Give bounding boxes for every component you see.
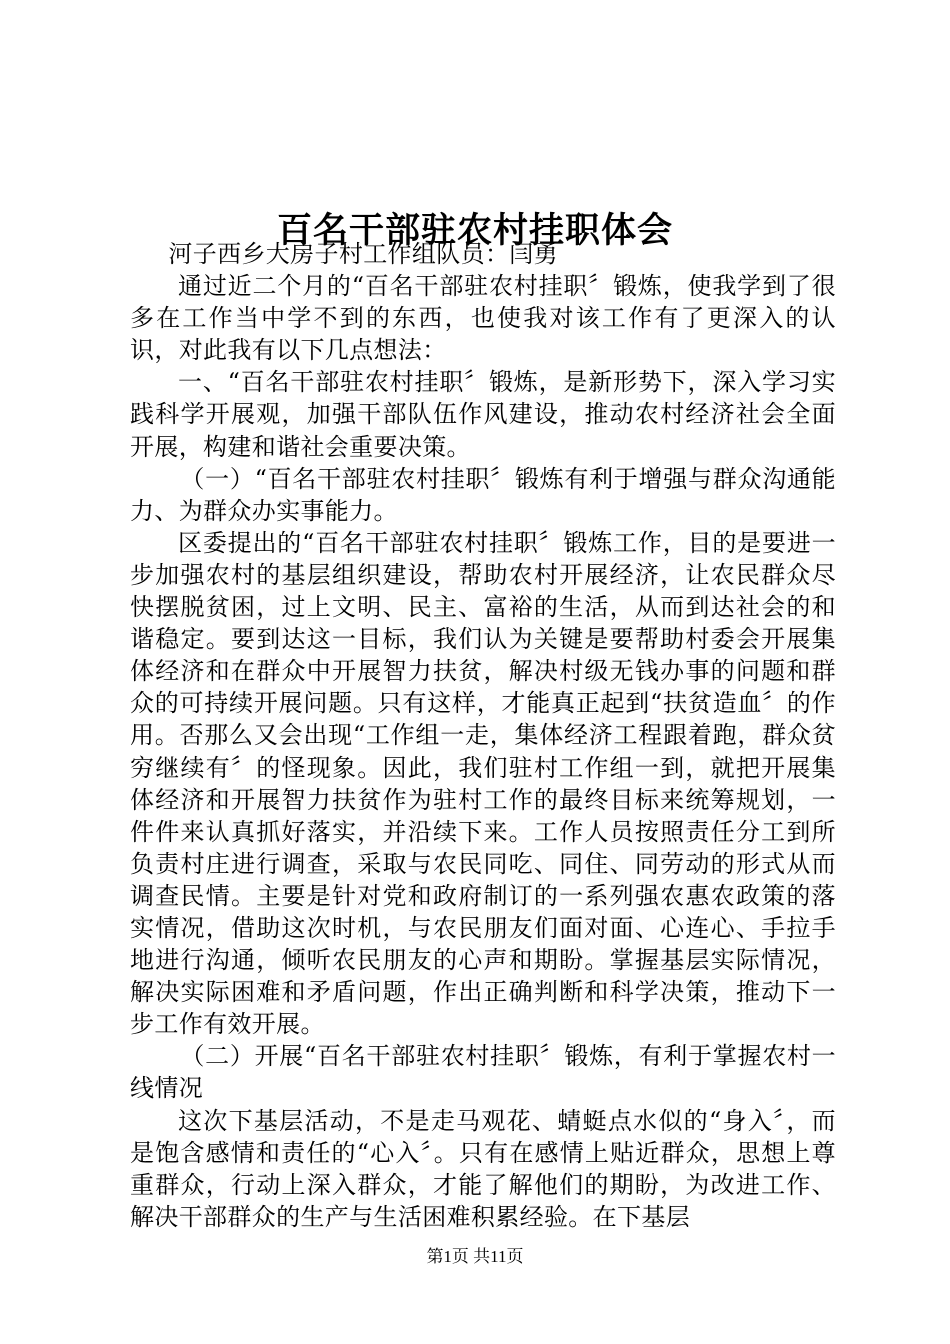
paragraph-main-body: 区委提出的“百名干部驻农村挂职〞锻炼工作，目的是要进一步加强农村的基层组织建设，帮助农村开展经济，让农民群众尽快摆脱贫困，过上文明、民主、富裕的生活，从而到达社会的和谐稳定。要到达这一目标，我们认为关键是要帮助村委会开展集体经济和在群众中开展智力扶贫，解决村级无钱办事的问题和群众的可持续开展问题。只有这样，才能真正起到“扶贫造血〞的作用。否那么又会出现“工作组一走，集体经济工程跟着跑，群众贫穷继续有〞的怪现象。因此，我们驻村工作组一到，就把开展集体经济和开展智力扶贫作为驻村工作的最终目标来统筹规划，一件件来认真抓好落实，并沿续下来。工作人员按照责任分工到所负责村庄进行调查，采取与农民同吃、同住、同劳动的形式从而调查民情。主要是针对党和政府制订的一系列强农惠农政策的落实情况，借助这次时机，与农民朋友们面对面、心连心、手拉手地进行沟通，倾听农民朋友的心声和期盼。掌握基层实际情况，解决实际困难和矛盾问题，作出正确判断和科学决策，推动下一步工作有效开展。	[130, 528, 836, 1039]
document-title: 百名干部驻农村挂职体会	[276, 210, 673, 252]
paragraph-section-one: 一、“百名干部驻农村挂职〞锻炼，是新形势下，深入学习实践科学开展观，加强干部队伍作风建设，推动农村经济社会全面开展，构建和谐社会重要决策。	[130, 368, 836, 461]
paragraph-subheading-one: （一）“百名干部驻农村挂职〞锻炼有利于增强与群众沟通能力、为群众办实事能力。	[130, 464, 836, 525]
paragraph-closing: 这次下基层活动，不是走马观花、蜻蜓点水似的“身入〞，而是饱含感情和责任的“心入〞。只有在感情上贴近群众，思想上尊重群众，行动上深入群众，才能了解他们的期盼，为改进工作、解决干部群众的生产与生活困难积累经验。在下基层	[130, 1106, 836, 1231]
document-body	[130, 238, 836, 1233]
paragraph-subheading-two: （二）开展“百名干部驻农村挂职〞锻炼，有利于掌握农村一线情况	[130, 1042, 836, 1103]
page-footer: 第1页 共11页	[426, 1247, 524, 1266]
author-line: 河子西乡大房子村工作组队员：闫勇	[168, 240, 558, 268]
paragraph-intro: 通过近二个月的“百名干部驻农村挂职〞锻炼，使我学到了很多在工作当中学不到的东西，也使我对该工作有了更深入的认识，对此我有以下几点想法：	[130, 272, 836, 365]
